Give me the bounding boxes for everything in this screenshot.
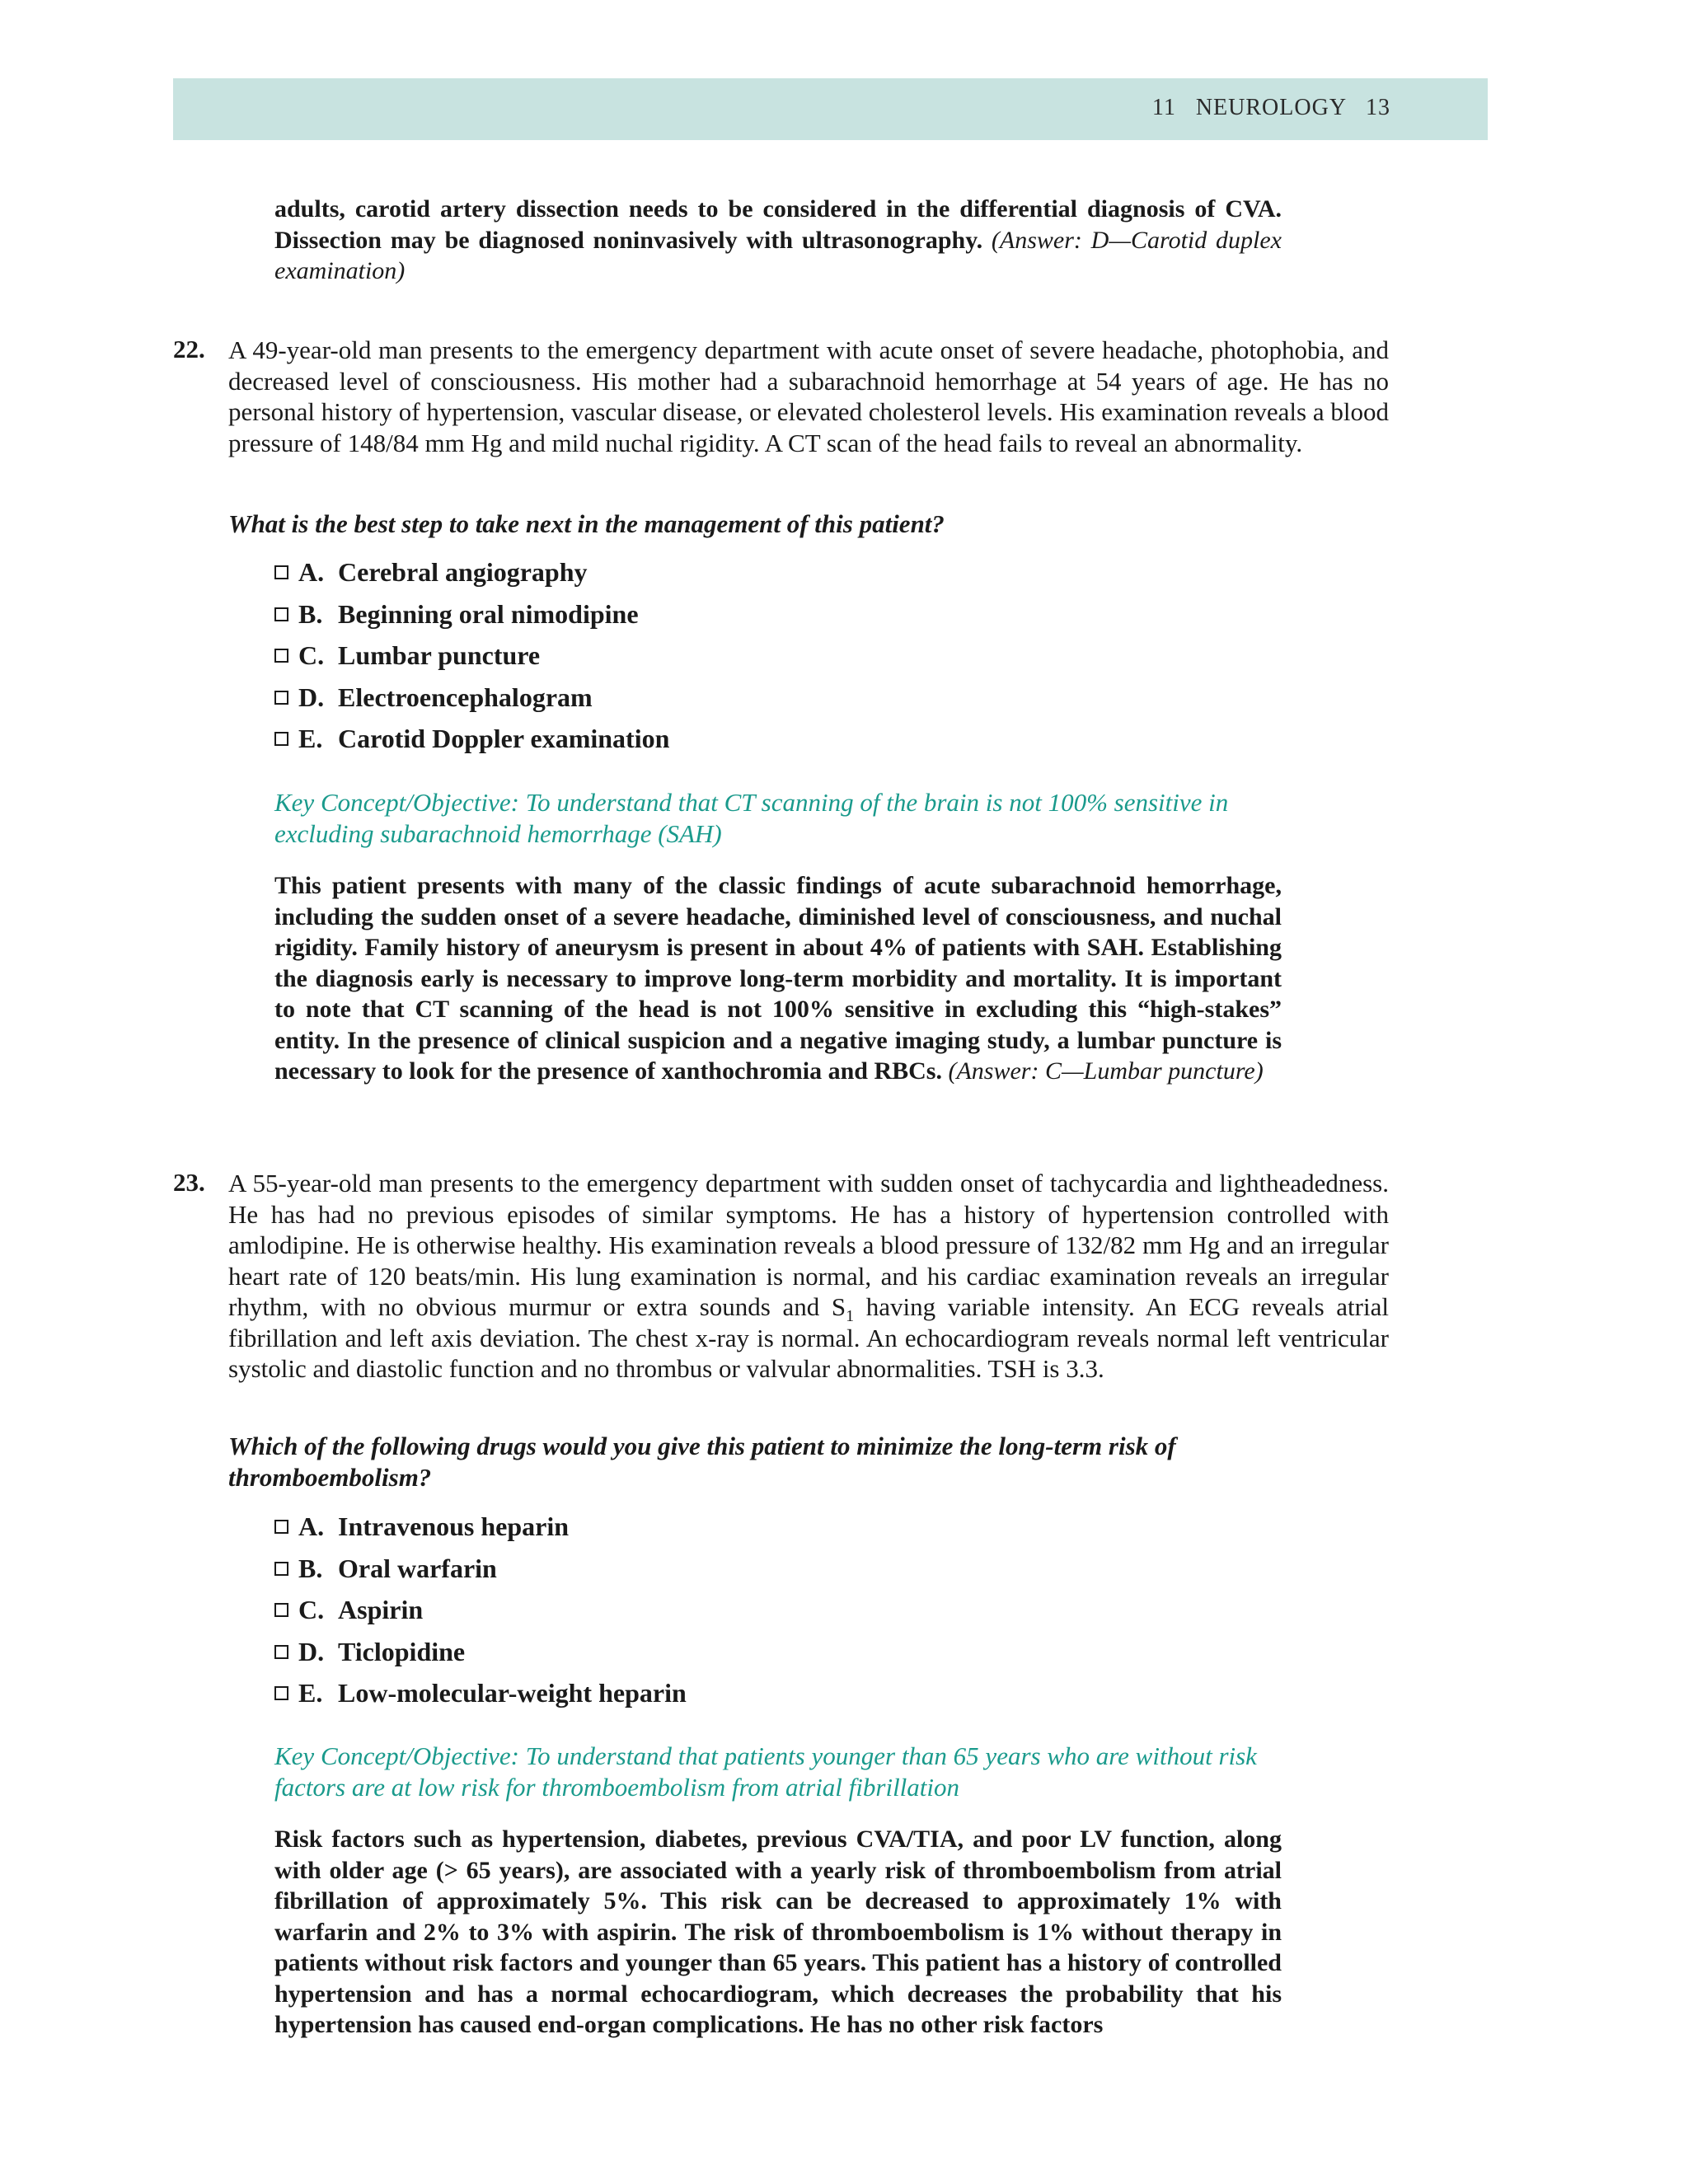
explanation-22-text: This patient presents with many of the classic findings of acute subarachnoid hemorrhage, including the sudden onset of a severe headache, diminished level of consciousness, and nuchal rigidity. Family history of aneurysm is present in about 4% of patients with SAH. Establishing the diagnosis early is necessary to improve long-term morbidity and mortality. It is important to note that CT scanning of the head is not 100% sensitive in excluding this “high-stakes” entity. In the presence of clinical suspicion and a negative imaging study, a lumbar puncture is necessary to look for the presence of xanthochromia and RBCs. [274,872,1282,1085]
question-22-number: 22. [173,335,205,363]
question-23-stem: A 55-year-old man presents to the emergency department with sudden onset of tachycardia and lightheadedness. He has had no previous episodes of similar symptoms. He has a history of hypertension controlled with amlodipine. He is otherwise healthy. His examination reveals a blood pressure of 132/82 mm Hg and an irregular heart rate of 120 beats/min. His lung examination is normal, and his cardiac examination reveals an irregular rhythm, with no obvious murmur or extra sounds and $S_1$ having variable intensity. An ECG reveals atrial fibrillation and left axis deviation. The chest x-ray is normal. An echocardiogram reveals normal left ventricular systolic and diastolic function and no thrombus or valvular abnormalities. TSH is 3.3. [228,1169,1389,1383]
previous-explanation-text: adults, carotid artery dissection needs to be considered in the differential diagnosis of CVA. Dissection may be diagnosed noninvasively with ultrasonography. [274,195,1282,254]
choice-23-d[interactable]: D. Ticlopidine [274,1631,687,1673]
checkbox-icon[interactable] [274,1686,288,1700]
previous-answer: (Answer: D—Carotid duplex examination) [274,226,1282,284]
explanation-23: Risk factors such as hypertension, diabetes, previous CVA/TIA, and poor LV function, along with older age (> 65 years), are associated with a yearly risk of thromboembolism from atrial fibrillation of approximately 5%. This risk can be decreased to approximately 1% with warfarin and 2% to 3% with aspirin. The risk of thromboembolism is 1% without therapy in patients without risk factors and younger than 65 years. This patient has a history of controlled hypertension and has a normal echocardiogram, which decreases the probability that his hypertension has caused end-organ complications. He has no other risk factors [274,1825,1282,2038]
key-concept-22: Key Concept/Objective: To understand that CT scanning of the brain is not 100% sensitive in excluding subarachnoid hemorrhage (SAH) [274,788,1229,848]
page-number: 13 [1366,95,1390,120]
key-concept-23: Key Concept/Objective: To understand that patients younger than 65 years who are without risk factors are at low risk for thromboembolism from atrial fibrillation [274,1741,1257,1802]
explanation-22 [274,870,1282,1087]
question-23-choices [274,1506,687,1714]
checkbox-icon[interactable] [274,732,288,746]
choice-23-e[interactable]: E. Low-molecular-weight heparin [274,1672,687,1714]
question-22-prompt: What is the best step to take next in the management of this patient? [228,509,945,538]
s1-subscript: 1 [846,1307,855,1326]
question-23-number: 23. [173,1168,205,1197]
choice-22-c[interactable]: C. Lumbar puncture [274,635,669,677]
checkbox-icon[interactable] [274,1603,288,1617]
checkbox-icon[interactable] [274,691,288,705]
checkbox-icon[interactable] [274,1562,288,1576]
running-header [173,78,1488,140]
answer-22: (Answer: C—Lumbar puncture) [948,1057,1264,1085]
header-text [1139,95,1390,121]
question-22-choices [274,551,669,760]
checkbox-icon[interactable] [274,607,288,621]
chapter-number: 11 [1151,95,1176,120]
choice-22-b[interactable]: B. Beginning oral nimodipine [274,593,669,635]
question-23-prompt: Which of the following drugs would you give this patient to minimize the long-term risk of thromboembolism? [228,1432,1176,1492]
choice-23-c[interactable]: C. Aspirin [274,1589,687,1631]
previous-answer-explanation [274,194,1282,287]
question-22-stem: A 49-year-old man presents to the emergency department with acute onset of severe headache, photophobia, and decreased level of consciousness. His mother had a subarachnoid hemorrhage at 54 years of age. He has no personal history of hypertension, vascular disease, or elevated cholesterol levels. His examination reveals a blood pressure of 148/84 mm Hg and mild nuchal rigidity. A CT scan of the head fails to reveal an abnormality. [228,335,1389,457]
choice-22-d[interactable]: D. Electroencephalogram [274,677,669,719]
choice-23-b[interactable]: B. Oral warfarin [274,1548,687,1590]
choice-23-a[interactable]: A. Intravenous heparin [274,1506,687,1548]
checkbox-icon[interactable] [274,649,288,663]
section-title: NEUROLOGY [1195,95,1346,120]
choice-22-a[interactable]: A. Cerebral angiography [274,551,669,593]
checkbox-icon[interactable] [274,1520,288,1534]
checkbox-icon[interactable] [274,565,288,579]
checkbox-icon[interactable] [274,1645,288,1659]
choice-22-e[interactable]: E. Carotid Doppler examination [274,718,669,760]
